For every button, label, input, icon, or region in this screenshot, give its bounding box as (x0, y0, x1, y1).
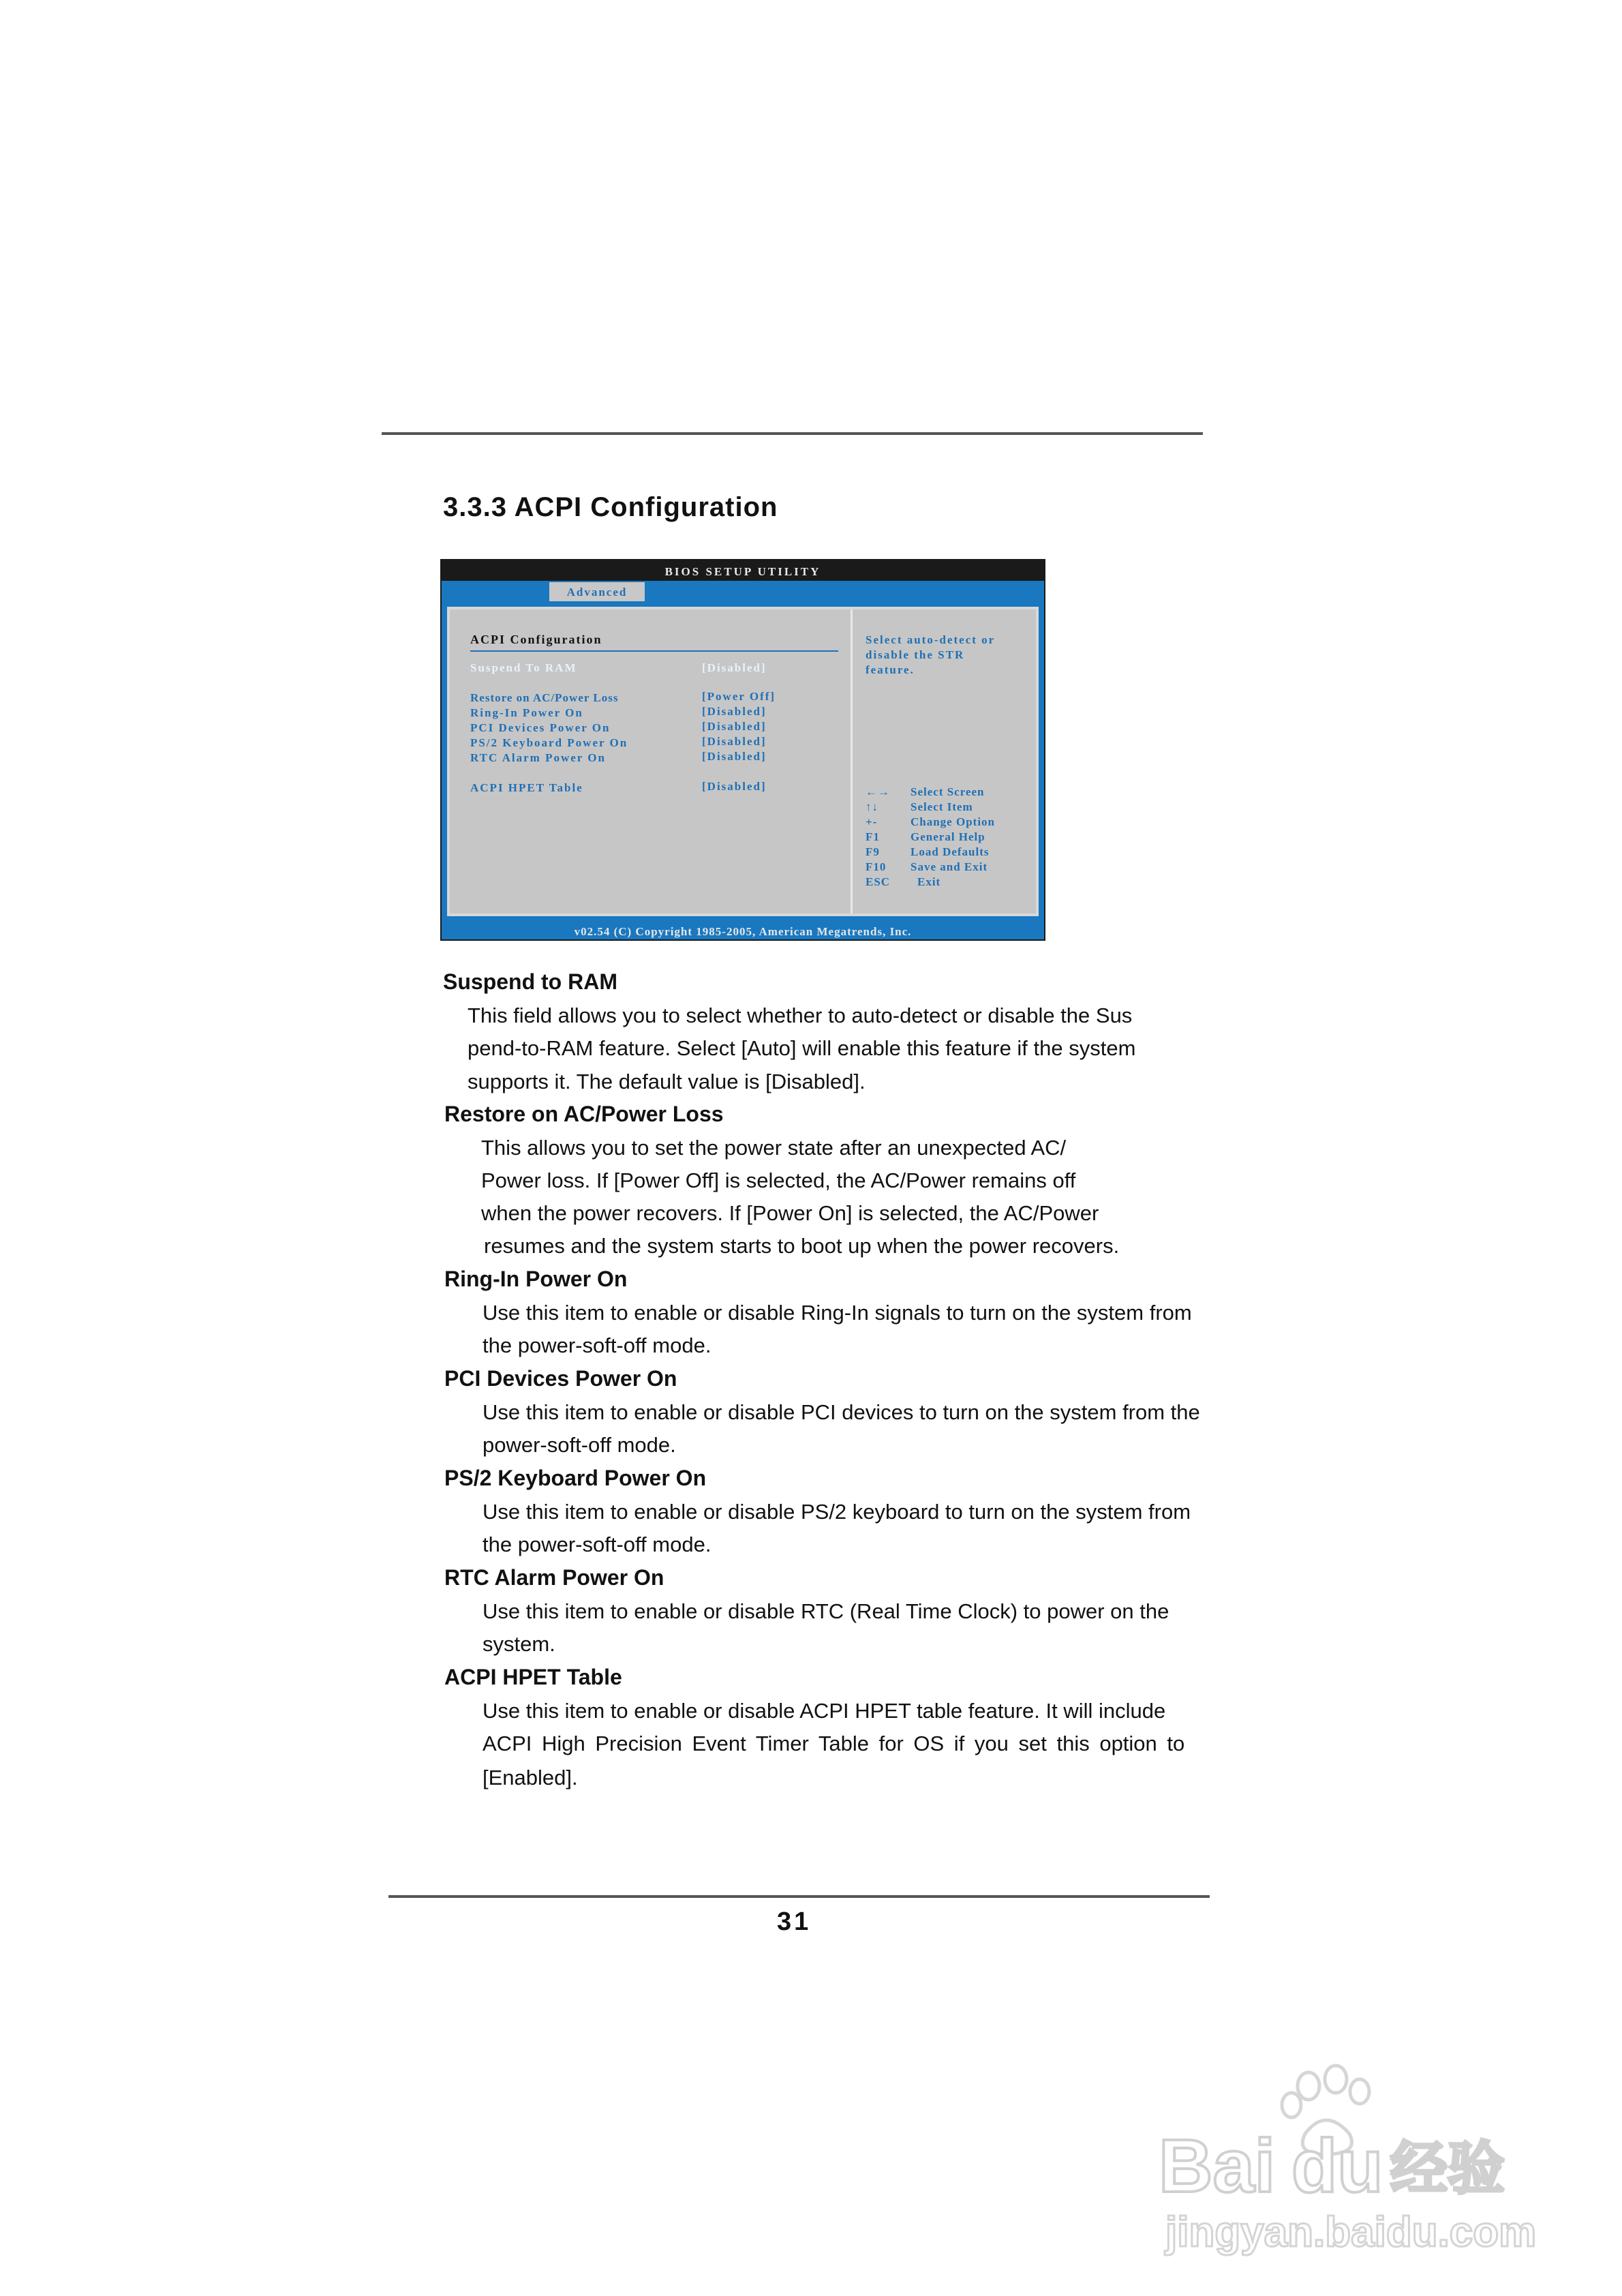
key-desc-change-option: Change Option (911, 815, 995, 828)
bios-panel (447, 607, 1039, 916)
desc-line: Power loss. If [Power Off] is selected, the AC/Power remains off (481, 1168, 1076, 1192)
page-number: 31 (777, 1907, 812, 1936)
desc-line: Use this item to enable or disable PCI devices to turn on the system from the (483, 1400, 1200, 1424)
bios-value-rtc-alarm-power-on[interactable]: [Disabled] (702, 750, 767, 763)
desc-line: when the power recovers. If [Power On] is selected, the AC/Power (481, 1201, 1099, 1225)
desc-title-acpi-hpet-table: ACPI HPET Table (444, 1665, 622, 1689)
key-f9: F9 (866, 845, 880, 858)
key-plus-minus: +- (866, 815, 878, 828)
bios-heading-underline (470, 650, 838, 652)
bios-value-restore-ac-power-loss[interactable]: [Power Off] (702, 690, 776, 703)
bios-help-line: feature. (866, 663, 915, 676)
bios-help-text (866, 633, 1022, 678)
bios-footer: v02.54 (C) Copyright 1985-2005, American Megatrends, Inc. (442, 920, 1044, 939)
bios-title: BIOS SETUP UTILITY (664, 565, 821, 578)
key-desc-load-defaults: Load Defaults (911, 845, 990, 858)
bios-screenshot (440, 559, 1045, 941)
key-up-down: ↑↓ (866, 800, 878, 813)
desc-title-suspend-to-ram: Suspend to RAM (443, 969, 617, 994)
bios-value-ring-in-power-on[interactable]: [Disabled] (702, 705, 767, 718)
bios-item-rtc-alarm-power-on[interactable]: RTC Alarm Power On (470, 751, 606, 764)
desc-line: This field allows you to select whether to auto-detect or disable the Sus (468, 1003, 1133, 1027)
bios-tab-bar (442, 581, 1044, 601)
desc-line: resumes and the system starts to boot up when the power recovers. (484, 1234, 1120, 1258)
svg-text:jingyan.baidu.com: jingyan.baidu.com (1165, 2209, 1537, 2256)
key-desc-exit: Exit (917, 875, 941, 888)
desc-line: [Enabled]. (483, 1766, 578, 1789)
svg-text:du: du (1291, 2124, 1383, 2208)
key-left-right: ←→ (866, 785, 890, 798)
bios-heading: ACPI Configuration (470, 633, 602, 646)
desc-line: power-soft-off mode. (483, 1433, 676, 1457)
desc-title-ring-in-power-on: Ring-In Power On (444, 1267, 628, 1291)
desc-line: Use this item to enable or disable ACPI HPET table feature. It will include (483, 1699, 1166, 1723)
key-desc-select-item: Select Item (911, 800, 973, 813)
desc-line: Use this item to enable or disable Ring-In signals to turn on the system from (483, 1301, 1192, 1325)
desc-line: Use this item to enable or disable RTC (Real Time Clock) to power on the (483, 1599, 1169, 1623)
bios-item-pci-devices-power-on[interactable]: PCI Devices Power On (470, 721, 611, 734)
baidu-jingyan-watermark (1152, 2059, 1561, 2263)
desc-line: ACPI High Precision Event Timer Table for OS if you set this option to (483, 1732, 1185, 1755)
desc-line: Use this item to enable or disable PS/2 keyboard to turn on the system from (483, 1500, 1191, 1524)
desc-line: the power-soft-off mode. (483, 1532, 711, 1556)
bios-value-ps2-keyboard-power-on[interactable]: [Disabled] (702, 735, 767, 748)
bottom-rule (388, 1895, 1210, 1898)
svg-text:Bai: Bai (1159, 2124, 1276, 2208)
desc-line: This allows you to set the power state after an unexpected AC/ (481, 1136, 1067, 1160)
desc-line: supports it. The default value is [Disabled]. (468, 1070, 866, 1093)
desc-title-restore-ac-power-loss: Restore on AC/Power Loss (444, 1102, 724, 1126)
bios-item-ps2-keyboard-power-on[interactable]: PS/2 Keyboard Power On (470, 736, 628, 749)
tab-advanced[interactable]: Advanced (549, 582, 645, 601)
bios-value-acpi-hpet-table[interactable]: [Disabled] (702, 780, 767, 793)
bios-item-suspend-to-ram[interactable]: Suspend To RAM (470, 661, 577, 674)
bios-item-restore-ac-power-loss[interactable]: Restore on AC/Power Loss (470, 691, 619, 704)
desc-title-rtc-alarm-power-on: RTC Alarm Power On (444, 1565, 664, 1590)
desc-line: pend-to-RAM feature. Select [Auto] will enable this feature if the system (468, 1036, 1136, 1060)
top-rule (382, 432, 1203, 435)
svg-text:经验: 经验 (1390, 2135, 1505, 2202)
bios-help-line: disable the STR (866, 648, 965, 661)
key-desc-save-and-exit: Save and Exit (911, 860, 988, 873)
bios-item-ring-in-power-on[interactable]: Ring-In Power On (470, 706, 583, 719)
desc-title-ps2-keyboard-power-on: PS/2 Keyboard Power On (444, 1466, 707, 1490)
bios-value-suspend-to-ram[interactable]: [Disabled] (702, 661, 767, 674)
bios-value-pci-devices-power-on[interactable]: [Disabled] (702, 720, 767, 733)
bios-body (442, 601, 1044, 920)
section-title: 3.3.3 ACPI Configuration (443, 492, 778, 522)
key-f1: F1 (866, 830, 880, 843)
bios-item-acpi-hpet-table[interactable]: ACPI HPET Table (470, 781, 583, 794)
key-desc-general-help: General Help (911, 830, 985, 843)
desc-title-pci-devices-power-on: PCI Devices Power On (444, 1366, 677, 1391)
key-esc: ESC (866, 875, 891, 888)
bios-help-line: Select auto-detect or (866, 633, 996, 646)
desc-line: the power-soft-off mode. (483, 1333, 711, 1357)
key-desc-select-screen: Select Screen (911, 785, 985, 798)
key-f10: F10 (866, 860, 887, 873)
desc-line: system. (483, 1632, 555, 1656)
bios-divider (851, 609, 853, 913)
